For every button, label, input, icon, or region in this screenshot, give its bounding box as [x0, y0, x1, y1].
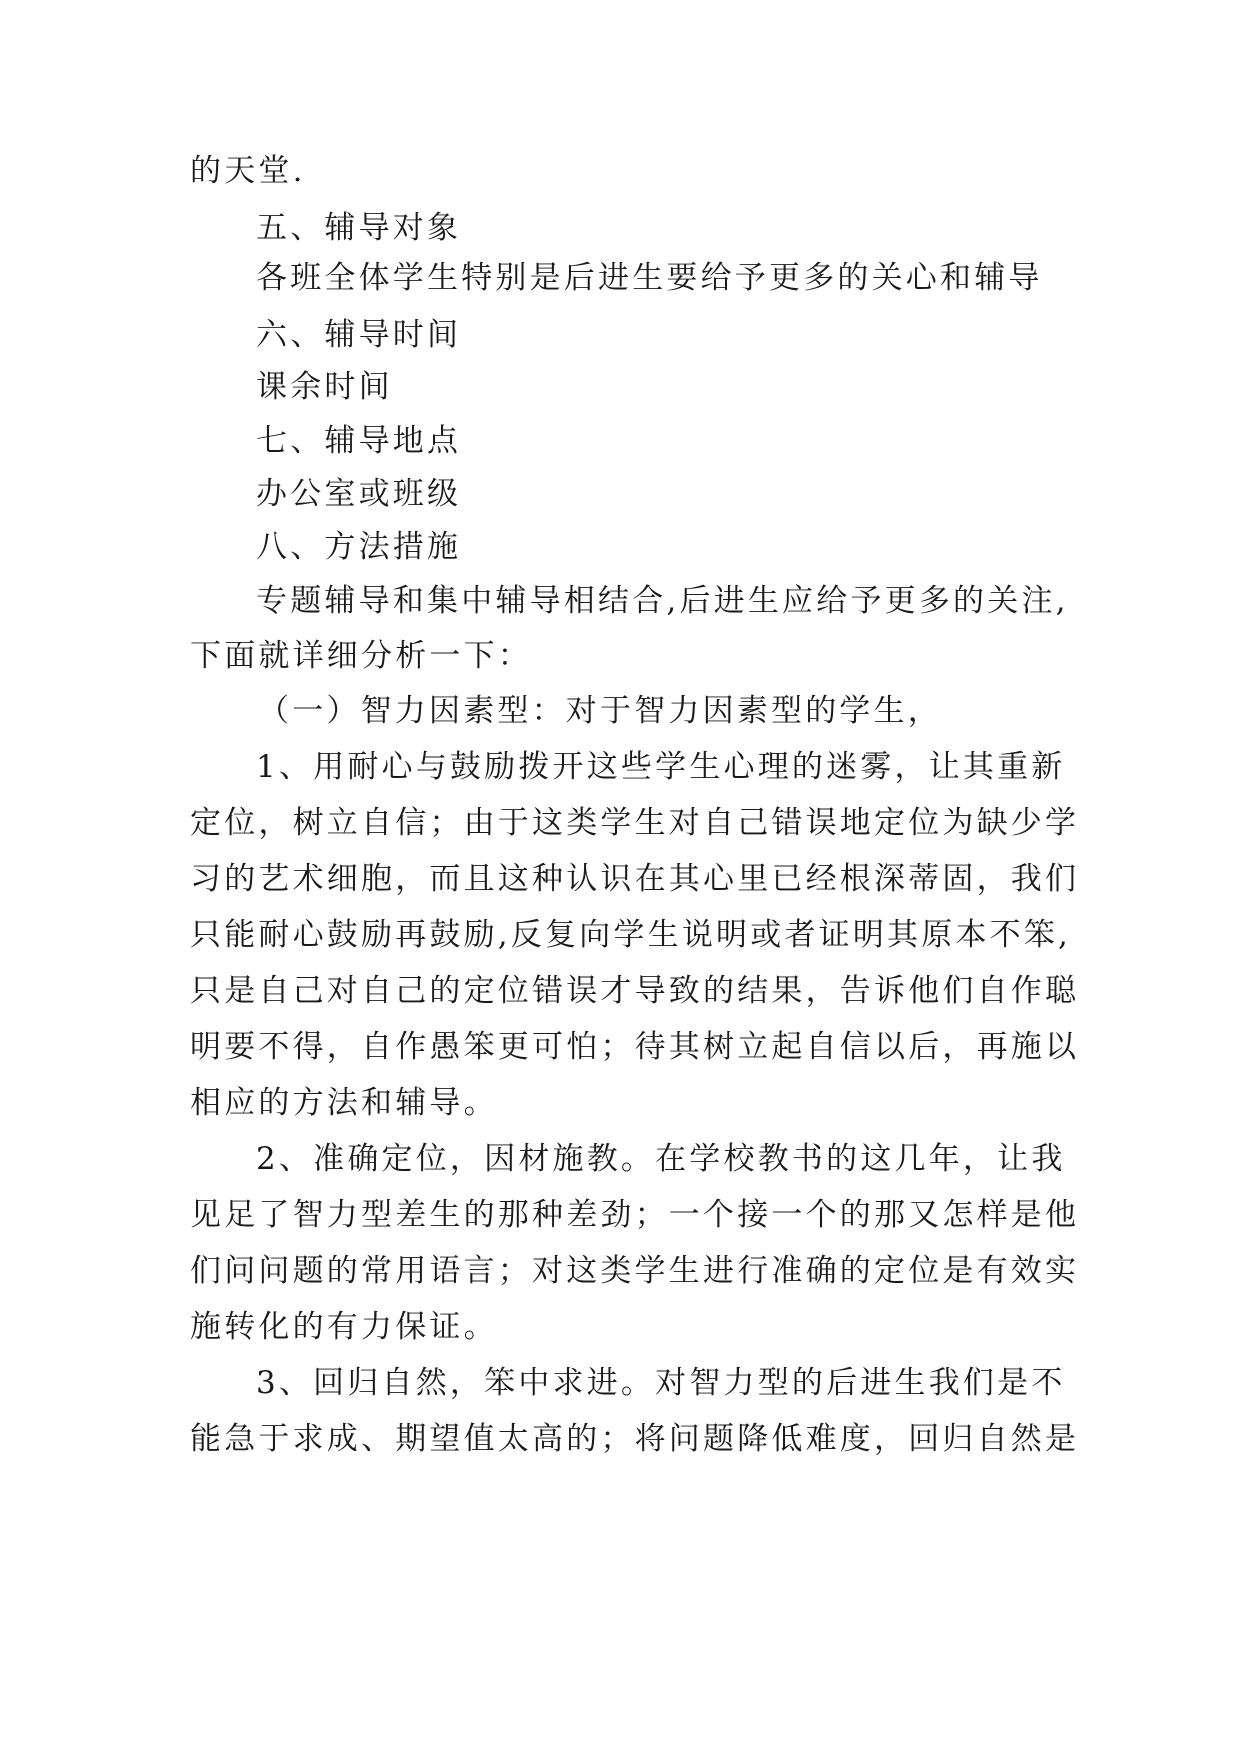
- text-line-continuation: 的天堂.: [190, 153, 306, 189]
- text-line: 各班全体学生特别是后进生要给予更多的关心和辅导: [256, 260, 1043, 296]
- text-line: 1、用耐心与鼓励拨开这些学生心理的迷雾，让其重新: [256, 749, 1066, 785]
- subheading-intellectual-type: （一）智力因素型：对于智力因素型的学生，: [258, 693, 942, 729]
- text-line: 2、准确定位，因材施教。在学校教书的这几年，让我: [256, 1141, 1066, 1177]
- text-line: 能急于求成、期望值太高的；将问题降低难度，回归自然是: [190, 1421, 1080, 1457]
- heading-tutoring-target: 五、辅导对象: [256, 210, 462, 246]
- text-line: 办公室或班级: [256, 476, 462, 512]
- text-line: 只是自己对自己的定位错误才导致的结果，告诉他们自作聪: [190, 973, 1080, 1009]
- text-line: 习的艺术细胞，而且这种认识在其心里已经根深蒂固，我们: [190, 861, 1080, 897]
- text-line: 见足了智力型差生的那种差劲；一个接一个的那又怎样是他: [190, 1197, 1080, 1233]
- text-line: 们问问题的常用语言；对这类学生进行准确的定位是有效实: [190, 1253, 1080, 1289]
- text-line: 明要不得，自作愚笨更可怕；待其树立起自信以后，再施以: [190, 1029, 1080, 1065]
- text-line: 3、回归自然，笨中求进。对智力型的后进生我们是不: [256, 1365, 1066, 1401]
- text-line: 课余时间: [256, 369, 393, 405]
- heading-tutoring-time: 六、辅导时间: [256, 317, 462, 353]
- text-line: 定位，树立自信；由于这类学生对自己错误地定位为缺少学: [190, 805, 1080, 841]
- text-line: 施转化的有力保证。: [190, 1309, 498, 1345]
- text-line: 专题辅导和集中辅导相结合,后进生应给予更多的关注,: [256, 583, 1069, 619]
- text-line: 相应的方法和辅导。: [190, 1085, 498, 1121]
- text-line: 只能耐心鼓励再鼓励,反复向学生说明或者证明其原本不笨,: [190, 917, 1072, 953]
- heading-tutoring-location: 七、辅导地点: [256, 423, 462, 459]
- text-line: 下面就详细分析一下：: [190, 638, 532, 674]
- heading-methods: 八、方法措施: [256, 529, 462, 565]
